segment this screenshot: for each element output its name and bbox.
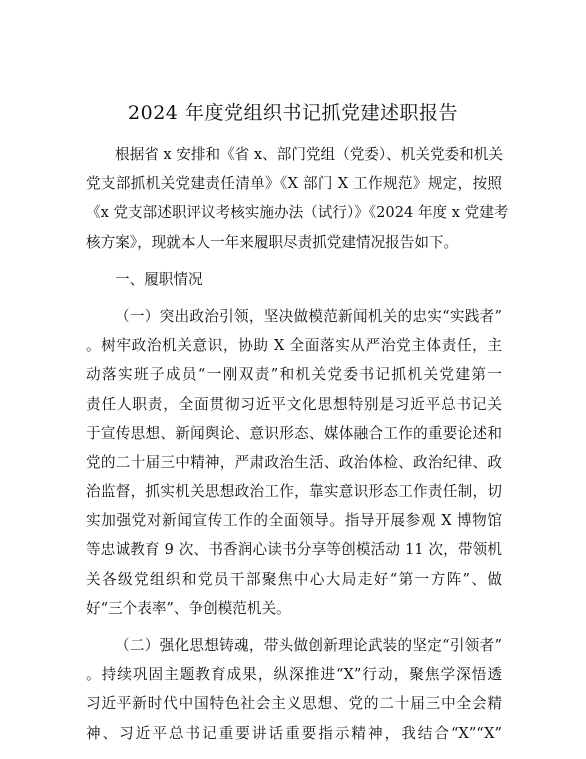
paragraph-line: 动落实班子成员“一刚双责”和机关党委书记抓机关党建第一 (86, 366, 502, 384)
paragraph-line: 关各级党组织和党员干部聚焦中心大局走好“第一方阵”、做 (86, 570, 502, 588)
paragraph-line: 习近平新时代中国特色社会主义思想、党的二十届三中全会精 (86, 695, 502, 713)
paragraph-line: （一）突出政治引领，坚决做模范新闻机关的忠实“实践者” (115, 307, 502, 325)
paragraph-line: 治监督，抓实机关思想政治工作，靠实意识形态工作责任制，切 (86, 483, 502, 501)
paragraph-line: 核方案》，现就本人一年来履职尽责抓党建情况报告如下。 (86, 233, 459, 251)
paragraph-line: 根据省 x 安排和《省 x、部门党组（党委）、机关党委和机关 (115, 146, 503, 163)
paragraph-line: 神、习近平总书记重要讲话重要指示精神，我结合“X”“X” (86, 724, 502, 742)
paragraph-line: 。树牢政治机关意识，协助 X 全面落实从严治党主体责任，主 (86, 337, 502, 355)
paragraph-line: （二）强化思想铸魂，带头做创新理论武装的坚定“引领者” (115, 637, 502, 654)
paragraph-line: 党支部抓机关党建责任清单》《X 部门 X 工作规范》规定，按照 (86, 175, 502, 193)
paragraph-line: 。持续巩固主题教育成果，纵深推进“X”行动，聚焦学深悟透 (86, 666, 502, 684)
paragraph-line: 于宣传思想、新闻舆论、意识形态、媒体融合工作的重要论述和 (86, 424, 502, 442)
paragraph-line: 党的二十届三中精神，严肃政治生活、政治体检、政治纪律、政 (86, 453, 502, 471)
document-title: 2024 年度党组织书记抓党建述职报告 (128, 102, 458, 124)
paragraph-line: 等忠诚教育 9 次、书香润心读书分享等创模活动 11 次，带领机 (86, 541, 502, 559)
paragraph-line: 责任人职责，全面贯彻习近平文化思想特别是习近平总书记关 (86, 395, 502, 413)
paragraph-line: 实加强党对新闻宣传工作的全面领导。指导开展参观 X 博物馆 (86, 512, 502, 530)
paragraph-line: 《x 党支部述职评议考核实施办法（试行）》《2024 年度 x 党建考 (86, 204, 509, 222)
document-body (86, 140, 509, 748)
paragraph-line: 好“三个表率”、争创模范机关。 (86, 599, 291, 617)
section-heading: 一、履职情况 (115, 270, 203, 288)
